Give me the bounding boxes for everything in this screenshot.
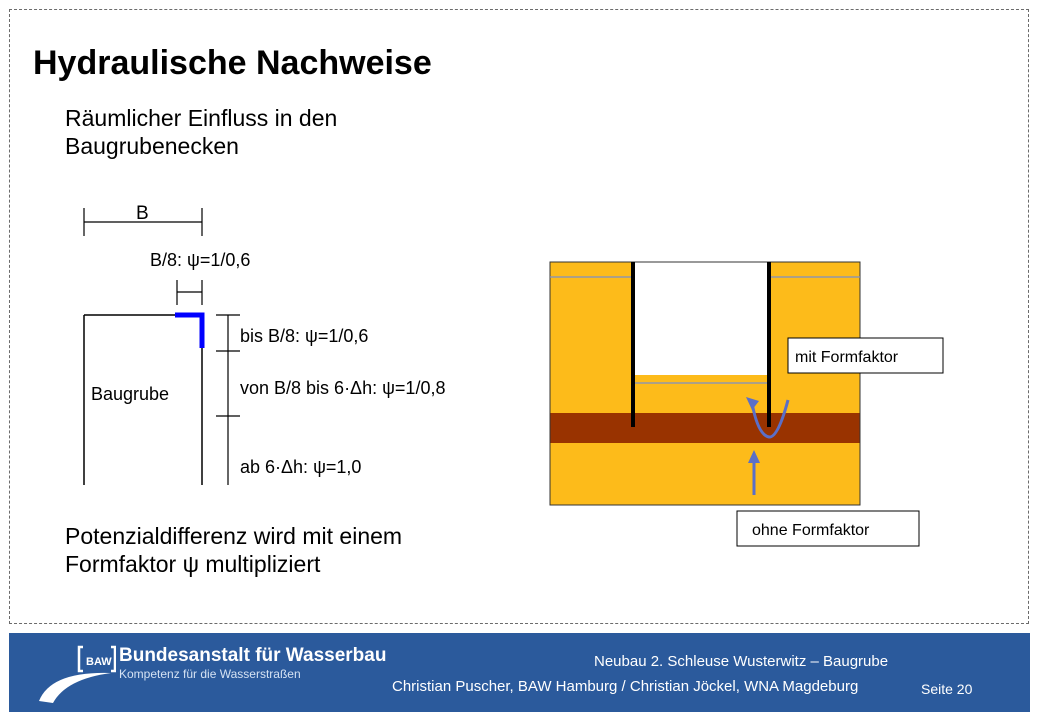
- dim-b-label: B: [136, 203, 149, 224]
- baw-logo-letters: BAW: [86, 656, 112, 668]
- pit-label: Baugrube: [91, 384, 170, 404]
- bullet-potenzialdifferenz: Potenzialdifferenz wird mit einem Formfaktor ψ multipliziert: [65, 523, 403, 577]
- soil-pit-fill: [634, 375, 769, 413]
- ohne-formfaktor-label: ohne Formfaktor: [752, 522, 870, 539]
- corner-zones-diagram: [70, 195, 490, 495]
- clay-layer: [550, 413, 860, 443]
- soil-left-bank: [550, 262, 634, 413]
- zone-label-1: bis B/8: ψ=1/0,6: [240, 326, 369, 346]
- footer-authors-line: Christian Puscher, BAW Hamburg / Christian Jöckel, WNA Magdeburg: [392, 678, 859, 695]
- bullet-raeumlicher-einfluss: Räumlicher Einfluss in den Baugrubenecken: [65, 105, 338, 159]
- zone-label-3: ab 6·Δh: ψ=1,0: [240, 457, 362, 477]
- cross-section-diagram: [540, 255, 960, 555]
- baw-logo-icon: [31, 641, 116, 707]
- footer-bar: [9, 633, 1030, 712]
- brand-name: Bundesanstalt für Wasserbau: [119, 645, 387, 666]
- corner-highlight: [175, 315, 202, 348]
- b8-psi-label: B/8: ψ=1/0,6: [150, 250, 251, 270]
- zone-label-2: von B/8 bis 6·Δh: ψ=1/0,8: [240, 378, 446, 398]
- page-number: Seite 20: [921, 681, 973, 697]
- slide-title: Hydraulische Nachweise: [33, 44, 432, 82]
- soil-bottom: [550, 443, 860, 505]
- footer-project-line: Neubau 2. Schleuse Wusterwitz – Baugrube: [594, 653, 889, 670]
- brand-tagline: Kompetenz für die Wasserstraßen: [119, 667, 301, 681]
- mit-formfaktor-label: mit Formfaktor: [795, 349, 899, 366]
